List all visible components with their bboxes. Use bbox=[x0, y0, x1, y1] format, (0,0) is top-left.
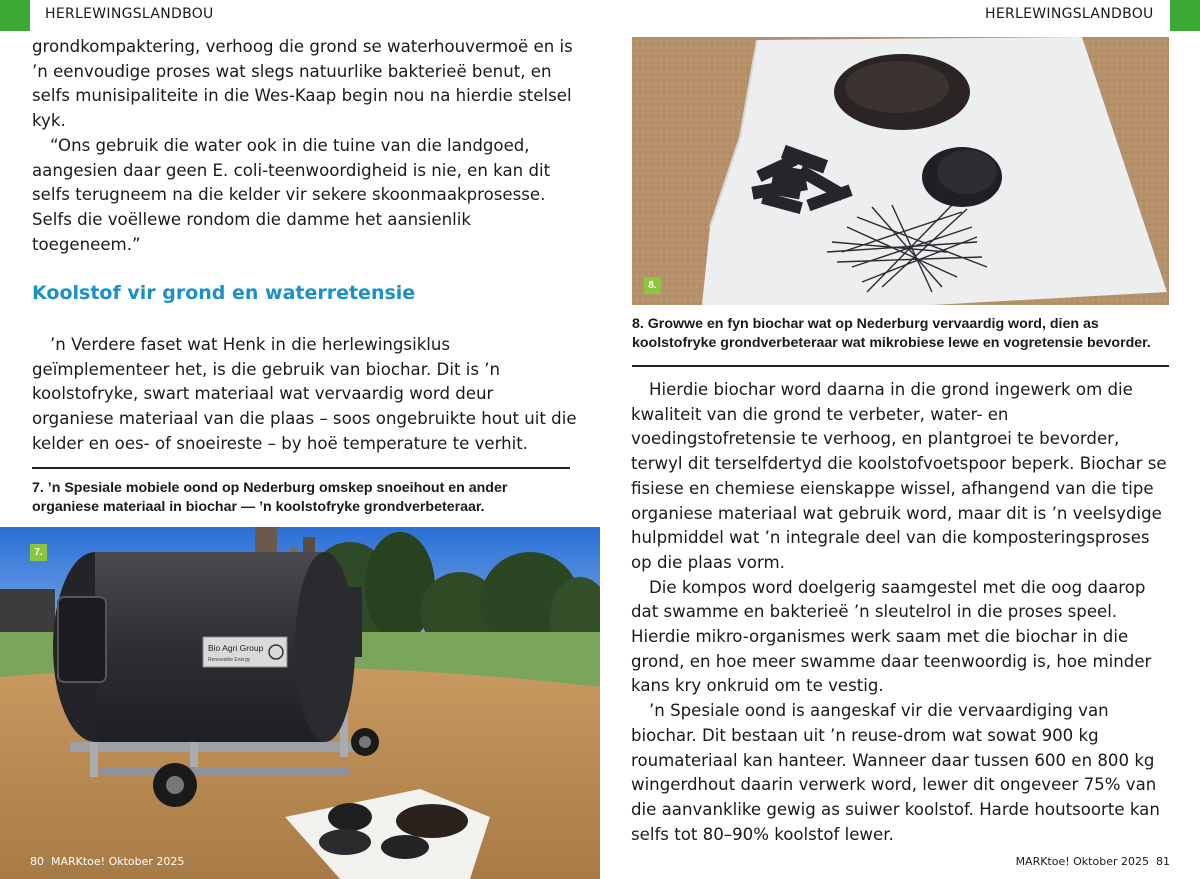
paragraph: ’n Spesiale oond is aangeskaf vir die vervaardiging van biochar. Dit bestaan uit ’n reuse-drom wat sowat 900 kg roumateriaal kan hanteer. Wanneer daar tussen 600 en 800 kg wingerdhout daarin verwerk word, lewer dit ongeveer 75% van die aanvanklike gewig as suiwer koolstof. Harde houtsoorte kan selfs tot 80–90% koolstof lewer. bbox=[631, 701, 1160, 844]
left-running-header: HERLEWINGSLANDBOU bbox=[45, 6, 214, 22]
paragraph: “Ons gebruik die water ook in die tuine van die landgoed, aangesien daar geen E. coli-teenwoordigheid is nie, en kan dit selfs terugneem na die kelder vir sekere skoonmaakprosesse. Selfs die voëllewe rondom die damme het aansienlik toegeneem.” bbox=[32, 135, 551, 254]
paragraph: Die kompos word doelgerig saamgestel met die oog daarop dat swamme en bakterieë ’n sleutelrol in die proses speel. Hierdie mikro-organismes werk saam met die biochar in die grond, en hoe meer swamme daar teenwoordig is, hoe minder kans kry onkruid om te vestig. bbox=[631, 577, 1152, 696]
biochar-illustration bbox=[632, 37, 1169, 305]
left-footer bbox=[30, 855, 184, 868]
paragraph: ’n Verdere faset wat Henk in die herlewingsiklus geïmplementeer het, is die gebruik van biochar. Dit is ’n koolstofryke, swart materiaal wat vervaardig word deur organiese materiaal van die plaas – soos ongebruikte hout uit die kelder en oes- of snoeireste – by hoë temperature te verhit. bbox=[32, 335, 577, 453]
left-section-text bbox=[32, 333, 577, 457]
page-number: 81 bbox=[1156, 855, 1170, 868]
publication-name: MARKtoe! Oktober 2025 bbox=[51, 855, 185, 868]
caption-divider bbox=[632, 365, 1169, 367]
paragraph: Hierdie biochar word daarna in die grond ingewerk om die kwaliteit van die grond te verbeter, water- en voedingstofretensie te verhoog, en plantgroei te bevorder, terwyl dit terselfdertyd die koolstofvoetspoor beperk. Biochar se fisiese en chemiese eienskappe wissel, afhangend van die tipe organiese materiaal wat gebruik word, maar dit is ’n veelsydige hulpmiddel wat ’n integrale deel van die komposteringsproses op die plaas vorm. bbox=[631, 380, 1167, 572]
page-number: 80 bbox=[30, 855, 44, 868]
oven-illustration bbox=[0, 527, 600, 879]
photo-7-mobile-oven bbox=[0, 527, 600, 879]
right-body-text bbox=[631, 378, 1171, 847]
publication-name: MARKtoe! Oktober 2025 bbox=[1015, 855, 1149, 868]
right-page bbox=[600, 0, 1200, 879]
left-header-tab bbox=[0, 0, 30, 31]
right-header-tab bbox=[1170, 0, 1200, 31]
oven-sign-text: Bio Agri Group bbox=[208, 643, 264, 653]
right-running-header: HERLEWINGSLANDBOU bbox=[985, 6, 1154, 22]
photo-7-number-badge: 7. bbox=[30, 544, 47, 561]
photo-8-number-badge: 8. bbox=[644, 277, 661, 294]
photo-7-caption: 7. ’n Spesiale mobiele oond op Nederburg omskep snoeihout en ander organiese materiaal in biochar — ’n koolstofryke grondverbeteraar. bbox=[32, 480, 508, 515]
oven-sign-subtext: Renewable Energy bbox=[208, 657, 251, 663]
photo-8-caption: 8. Growwe en fyn biochar wat op Nederburg vervaardig word, dien as koolstofryke grondverbeteraar wat mikrobiese lewe en vogretensie bevorder. bbox=[632, 316, 1151, 351]
photo-8-biochar-piles bbox=[632, 37, 1169, 305]
left-body-text bbox=[32, 35, 577, 257]
section-heading: Koolstof vir grond en waterretensie bbox=[32, 282, 416, 304]
paragraph: grondkompaktering, verhoog die grond se waterhouvermoë en is ’n eenvoudige proses wat slegs natuurlike bakterieë benut, en selfs munisipaliteite in die Wes-Kaap begin nou na hierdie stelsel kyk. bbox=[32, 37, 573, 131]
caption-divider bbox=[32, 467, 570, 469]
right-footer bbox=[1016, 855, 1170, 868]
